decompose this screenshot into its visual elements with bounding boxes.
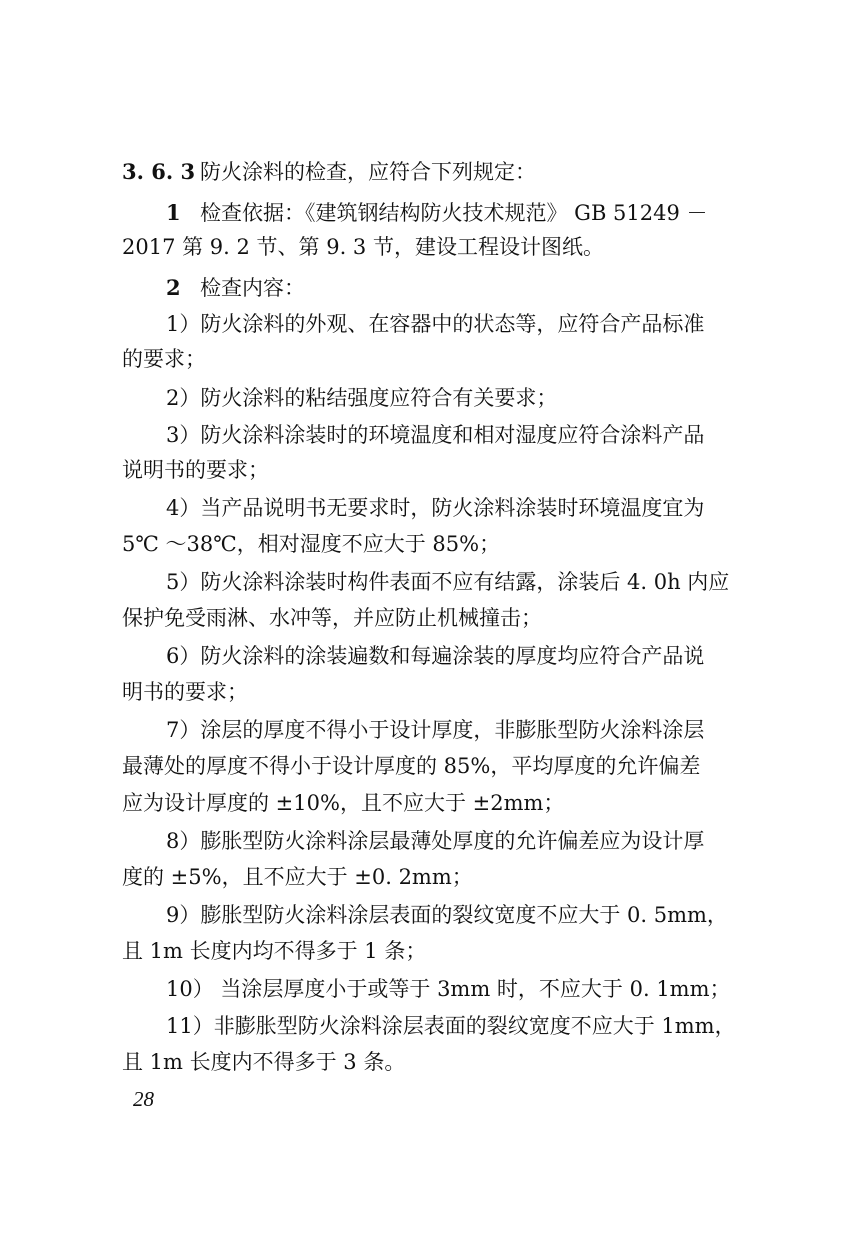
- paragraph-text: 应为设计厚度的 ±10%，且不应大于 ±2mm；: [122, 791, 565, 815]
- paragraph-text: 4）当产品说明书无要求时，防火涂料涂装时环境温度宜为: [166, 496, 705, 520]
- paragraph-text: 8）膨胀型防火涂料涂层最薄处厚度的允许偏差应为设计厚: [166, 829, 705, 853]
- paragraph-text: 保护免受雨淋、水冲等，并应防止机械撞击；: [122, 606, 542, 630]
- paragraph-text: 3）防火涂料涂装时的环境温度和相对湿度应符合涂料产品: [166, 423, 705, 447]
- paragraph-text: 5℃ ～38℃，相对湿度不应大于 85%；: [122, 532, 501, 556]
- item-1-text-line-1: 检查依据：《建筑钢结构防火技术规范》 GB 51249 －: [200, 201, 708, 225]
- paragraph-text: 5）防火涂料涂装时构件表面不应有结露，涂装后 4. 0h 内应: [166, 570, 730, 594]
- paragraph-text: 度的 ±5%，且不应大于 ±0. 2mm；: [122, 865, 473, 889]
- section-heading: 防火涂料的检查，应符合下列规定：: [200, 160, 536, 184]
- section-number: 3. 6. 3: [122, 159, 196, 184]
- paragraph-text: 6）防火涂料的涂装遍数和每遍涂装的厚度均应符合产品说: [166, 644, 705, 668]
- paragraph-text: 2）防火涂料的粘结强度应符合有关要求；: [166, 386, 558, 410]
- paragraph-text: 且 1m 长度内均不得多于 1 条；: [122, 939, 427, 963]
- item-1-text-line-2: 2017 第 9. 2 节、第 9. 3 节，建设工程设计图纸。: [122, 235, 604, 259]
- paragraph-text: 且 1m 长度内不得多于 3 条。: [122, 1050, 406, 1074]
- paragraph-text: 的要求；: [122, 347, 206, 371]
- paragraph-text: 最薄处的厚度不得小于设计厚度的 85%，平均厚度的允许偏差: [122, 754, 701, 778]
- paragraph-text: 10） 当涂层厚度小于或等于 3mm 时，不应大于 0. 1mm；: [166, 977, 731, 1001]
- paragraph-text: 明书的要求；: [122, 680, 248, 704]
- paragraph-text: 9）膨胀型防火涂料涂层表面的裂纹宽度不应大于 0. 5mm，: [166, 903, 728, 927]
- paragraph-text: 7）涂层的厚度不得小于设计厚度，非膨胀型防火涂料涂层: [166, 718, 705, 742]
- item-2-title: 检查内容：: [200, 276, 305, 300]
- paragraph-text: 11）非膨胀型防火涂料涂层表面的裂纹宽度不应大于 1mm，: [166, 1014, 736, 1038]
- item-1-number: 1: [166, 200, 181, 225]
- paragraph-text: 说明书的要求；: [122, 458, 269, 482]
- paragraph-text: 1）防火涂料的外观、在容器中的状态等，应符合产品标准: [166, 312, 705, 336]
- page-number: 28: [133, 1087, 154, 1111]
- item-2-number: 2: [166, 275, 181, 300]
